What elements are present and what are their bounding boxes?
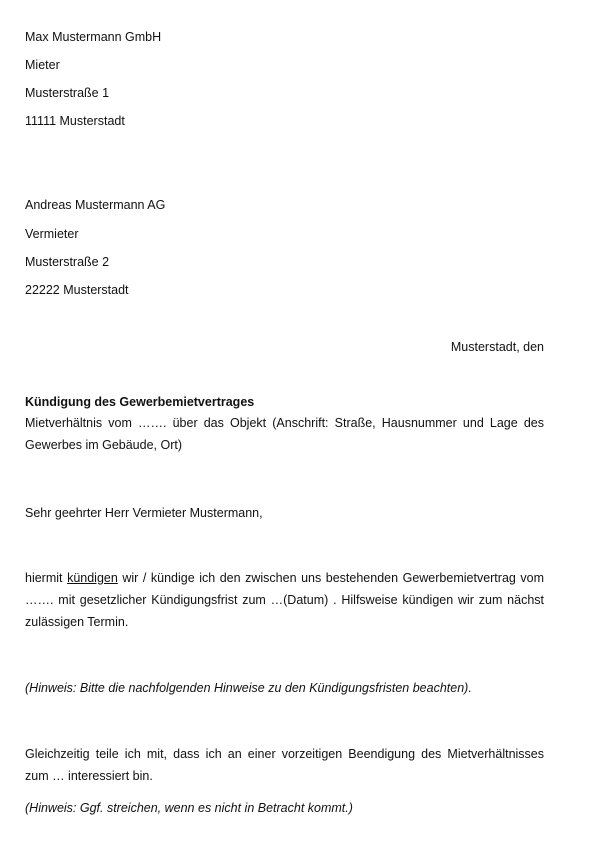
body-p2-line-1: Gleichzeitig teile ich mit, dass ich an einer vorzeitigen Beendigung des Mietverhältnisses <box>25 747 544 761</box>
sender-city: 11111 Musterstadt <box>25 114 125 128</box>
subject-line-2: Gewerbes im Gebäude, Ort) <box>25 438 183 452</box>
recipient-city: 22222 Musterstadt <box>25 283 129 297</box>
body-p1-rest: wir / kündige ich den zwischen uns bestehenden Gewerbemietvertrag vom <box>117 571 545 585</box>
body-p1-line-1 <box>25 570 544 586</box>
salutation: Sehr geehrter Herr Vermieter Mustermann, <box>25 506 263 520</box>
hint-1: (Hinweis: Bitte die nachfolgenden Hinweise zu den Kündigungsfristen beachten). <box>25 681 472 695</box>
body-p1-underlined-word: kündigen <box>67 571 118 585</box>
body-p1-prefix: hiermit <box>25 571 68 585</box>
recipient-role: Vermieter <box>25 227 79 241</box>
hint-2: (Hinweis: Ggf. streichen, wenn es nicht in Betracht kommt.) <box>25 801 353 815</box>
sender-company: Max Mustermann GmbH <box>25 30 162 44</box>
subject-line-1: Mietverhältnis vom ……. über das Objekt (Anschrift: Straße, Hausnummer und Lage des <box>25 416 544 430</box>
sender-role: Mieter <box>25 58 60 72</box>
body-p1-line-2: ……. mit gesetzlicher Kündigungsfrist zum …(Datum) . Hilfsweise kündigen wir zum nächst <box>25 593 544 607</box>
recipient-street: Musterstraße 2 <box>25 255 110 269</box>
recipient-company: Andreas Mustermann AG <box>25 198 166 212</box>
subject-title: Kündigung des Gewerbemietvertrages <box>25 395 255 409</box>
body-p2-line-2: zum … interessiert bin. <box>25 769 153 783</box>
place-date: Musterstadt, den <box>450 340 544 354</box>
body-p1-line-3: zulässigen Termin. <box>25 615 129 629</box>
sender-street: Musterstraße 1 <box>25 86 110 100</box>
